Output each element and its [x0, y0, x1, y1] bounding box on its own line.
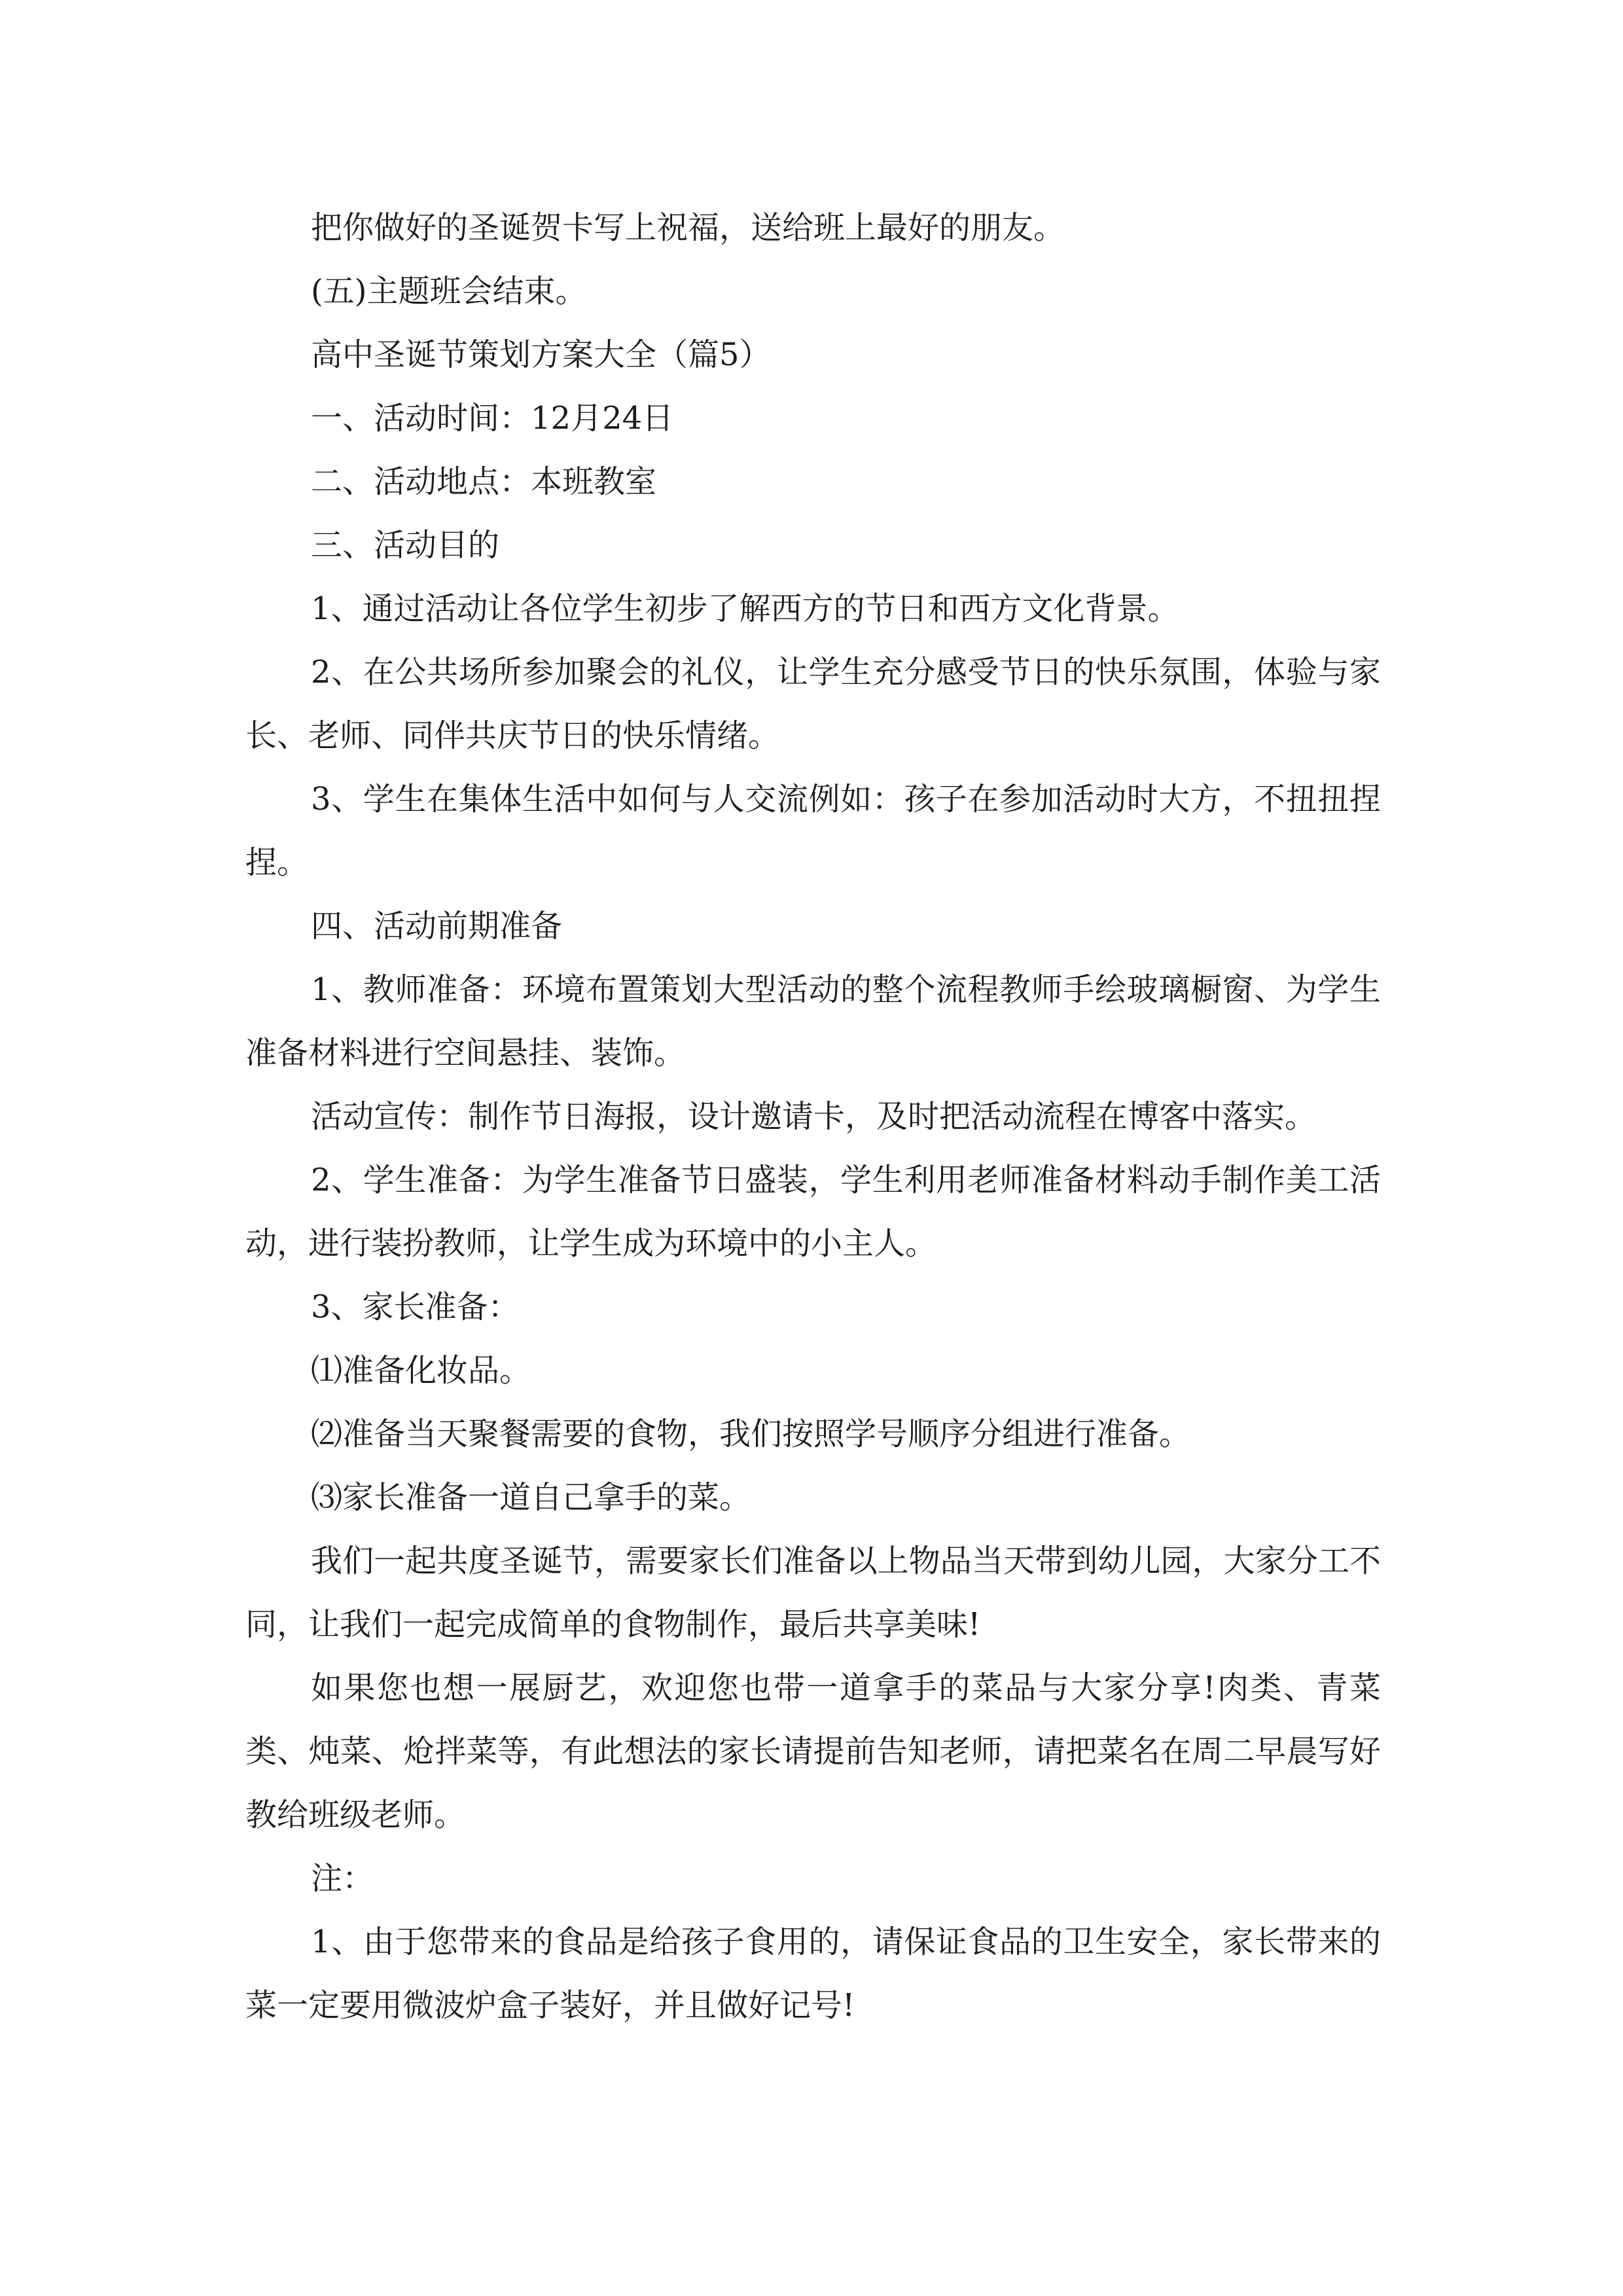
paragraph-greeting-card: 把你做好的圣诞贺卡写上祝福，送给班上最好的朋友。 [311, 209, 1065, 246]
paragraph-parent-prep: 3、家长准备： [311, 1289, 520, 1325]
paragraph-cooking-invite: 如果您也想一展厨艺，欢迎您也带一道拿手的菜品与大家分享!肉类、青菜类、炖菜、炝拌菜等，有此想法的家长请提前告知老师，请把菜名在周二早晨写好教给班级老师。 [245, 1670, 1381, 1833]
paragraph-teacher-prep: 1、教师准备：环境布置策划大型活动的整个流程教师手绘玻璃橱窗、为学生准备材料进行空间悬挂、装饰。 [245, 971, 1381, 1071]
section-title: 高中圣诞节策划方案大全（篇5） [311, 336, 771, 373]
paragraph-student-prep: 2、学生准备：为学生准备节日盛装，学生利用老师准备材料动手制作美工活动，进行装扮教师，让学生成为环境中的小主人。 [245, 1162, 1381, 1262]
paragraph-publicity: 活动宣传：制作节日海报，设计邀请卡，及时把活动流程在博客中落实。 [311, 1098, 1317, 1135]
list-item-dish: ⑶家长准备一道自己拿手的菜。 [311, 1479, 751, 1516]
paragraph-purpose-1: 1、通过活动让各位学生初步了解西方的节日和西方文化背景。 [311, 590, 1179, 627]
paragraph-note-1: 1、由于您带来的食品是给孩子食用的，请保证食品的卫生安全，家长带来的菜一定要用微波炉盒子装好，并且做好记号! [245, 1924, 1381, 2024]
heading-note: 注： [311, 1860, 374, 1897]
document-body [245, 196, 1381, 2037]
paragraph-purpose-2: 2、在公共场所参加聚会的礼仪，让学生充分感受节日的快乐氛围，体验与家长、老师、同伴共庆节日的快乐情绪。 [245, 654, 1381, 754]
heading-activity-purpose: 三、活动目的 [311, 527, 500, 564]
paragraph-celebrate-together: 我们一起共度圣诞节，需要家长们准备以上物品当天带到幼儿园，大家分工不同，让我们一起完成简单的食物制作，最后共享美味! [245, 1543, 1381, 1643]
paragraph-purpose-3: 3、学生在集体生活中如何与人交流例如：孩子在参加活动时大方，不扭扭捏捏。 [245, 781, 1381, 881]
paragraph-class-meeting-end: (五)主题班会结束。 [311, 273, 587, 310]
heading-preparation: 四、活动前期准备 [311, 908, 563, 944]
list-item-food: ⑵准备当天聚餐需要的食物，我们按照学号顺序分组进行准备。 [311, 1416, 1191, 1452]
list-item-cosmetics: ⑴准备化妆品。 [311, 1352, 531, 1389]
paragraph-activity-time: 一、活动时间：12月24日 [311, 400, 674, 437]
paragraph-activity-location: 二、活动地点：本班教室 [311, 463, 657, 500]
